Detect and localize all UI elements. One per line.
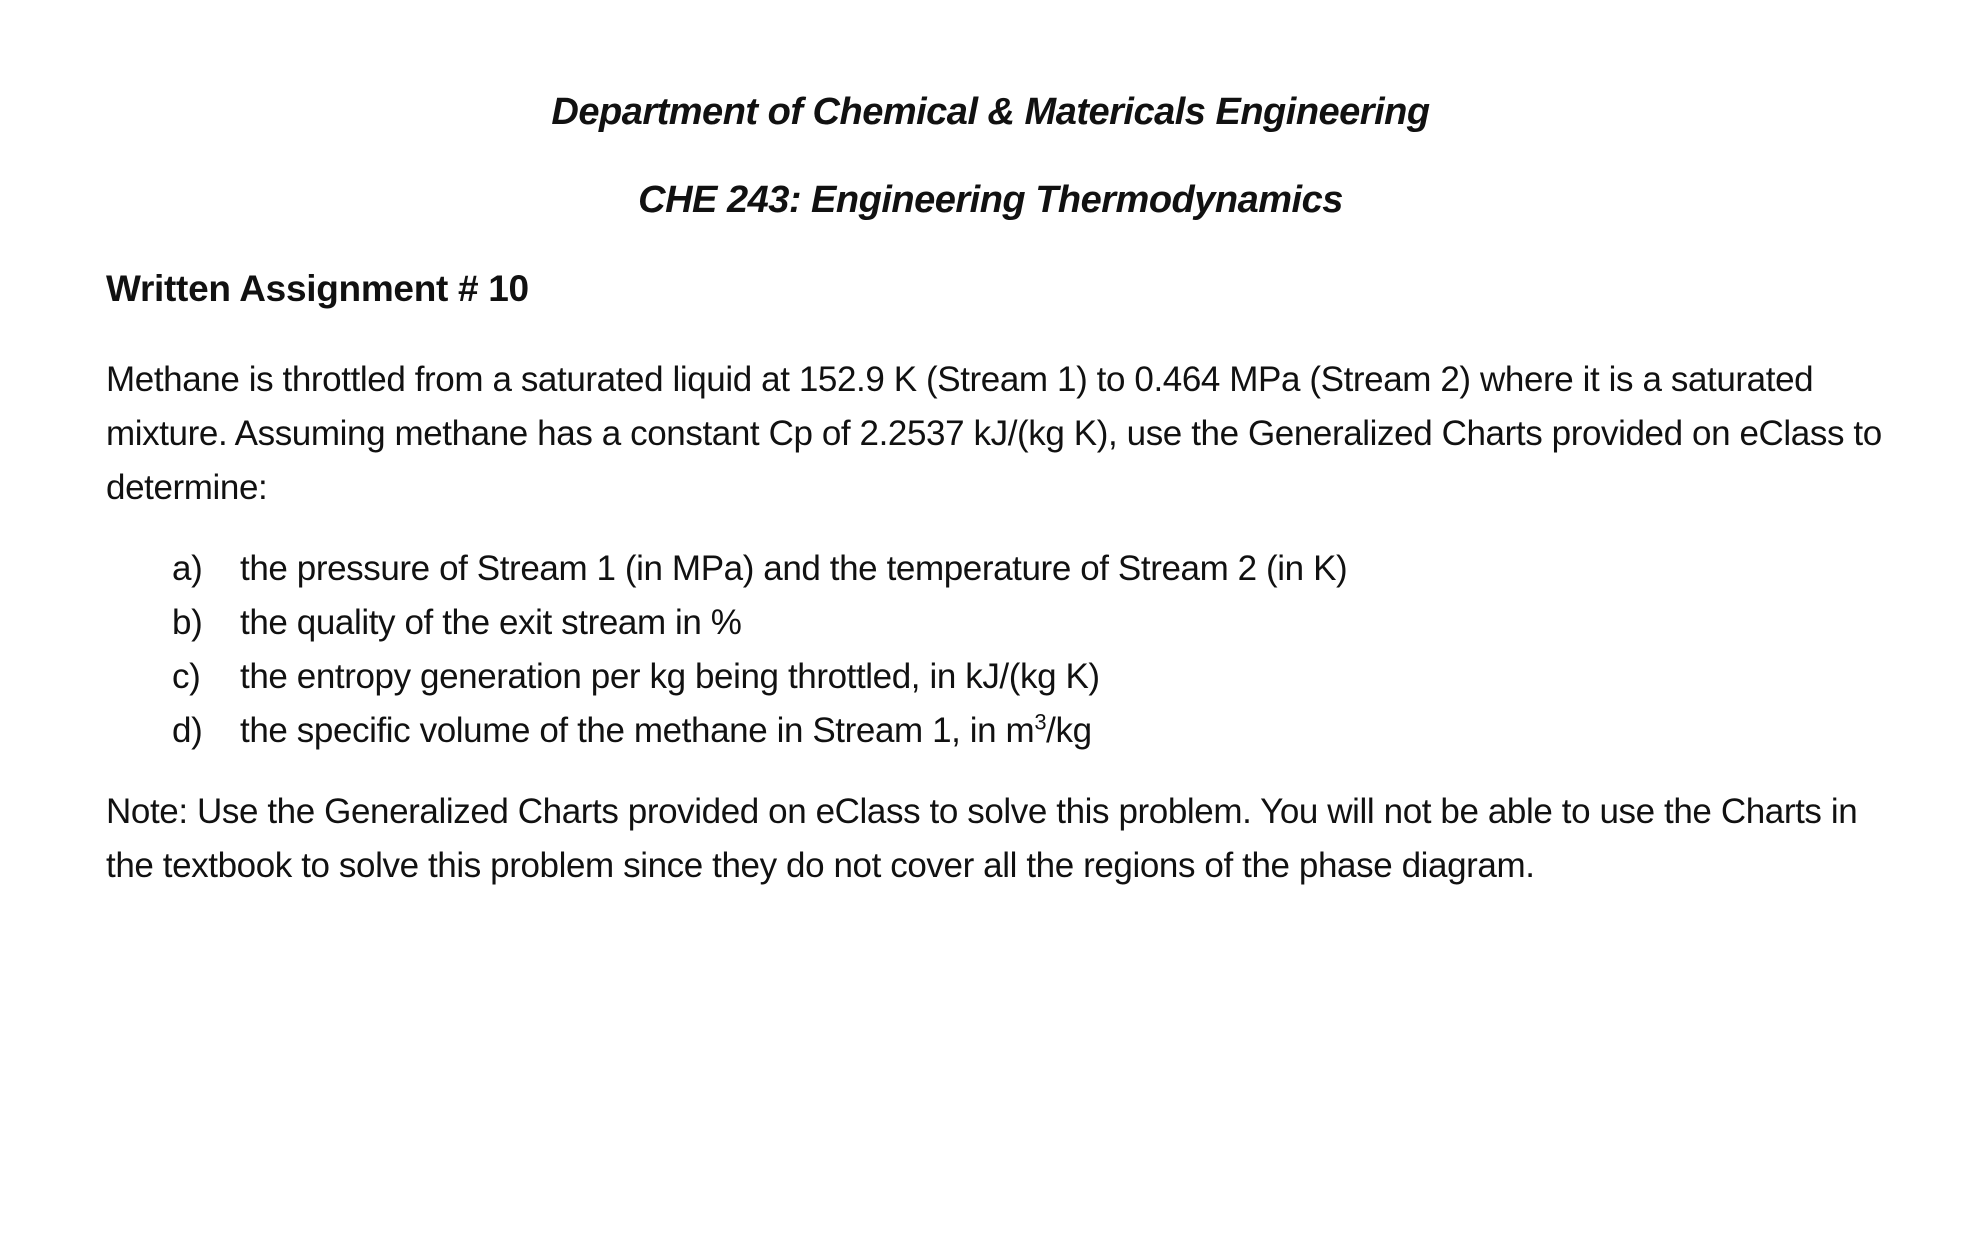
- unit-exponent: 3: [1034, 709, 1047, 735]
- question-item-b: [106, 596, 1806, 650]
- question-text: the entropy generation per kg being throttled, in kJ/(kg K): [240, 657, 1100, 696]
- unit-suffix: /kg: [1046, 711, 1092, 750]
- problem-statement: Methane is throttled from a saturated liquid at 152.9 K (Stream 1) to 0.464 MPa (Stream 2) where it is a saturated mixture. Assuming methane has a constant Cp of 2.2537 kJ/(kg K), use the Generalized Charts provided on eClass to determine:: [106, 360, 1882, 507]
- course-heading: CHE 243: Engineering Thermodynamics: [638, 179, 1343, 221]
- department-heading: Department of Chemical & Matericals Engineering: [551, 91, 1430, 133]
- question-marker: d): [172, 711, 203, 750]
- question-marker: a): [172, 549, 203, 588]
- question-text: the pressure of Stream 1 (in MPa) and the temperature of Stream 2 (in K): [240, 549, 1348, 588]
- problem-note: Note: Use the Generalized Charts provided on eClass to solve this problem. You will not be able to use the Charts in the textbook to solve this problem since they do not cover all the regions of the phase diagram.: [106, 792, 1858, 885]
- question-item-d: [106, 704, 1806, 758]
- question-marker: b): [172, 603, 203, 642]
- question-list: [106, 542, 1806, 758]
- question-text: the specific volume of the methane in Stream 1, in m: [240, 711, 1035, 750]
- question-text: the quality of the exit stream in %: [240, 603, 742, 642]
- assignment-title: Written Assignment # 10: [106, 268, 529, 309]
- question-marker: c): [172, 657, 201, 696]
- question-text-wrapper: [240, 704, 1806, 758]
- question-item-c: [106, 650, 1806, 704]
- question-item-a: [106, 542, 1806, 596]
